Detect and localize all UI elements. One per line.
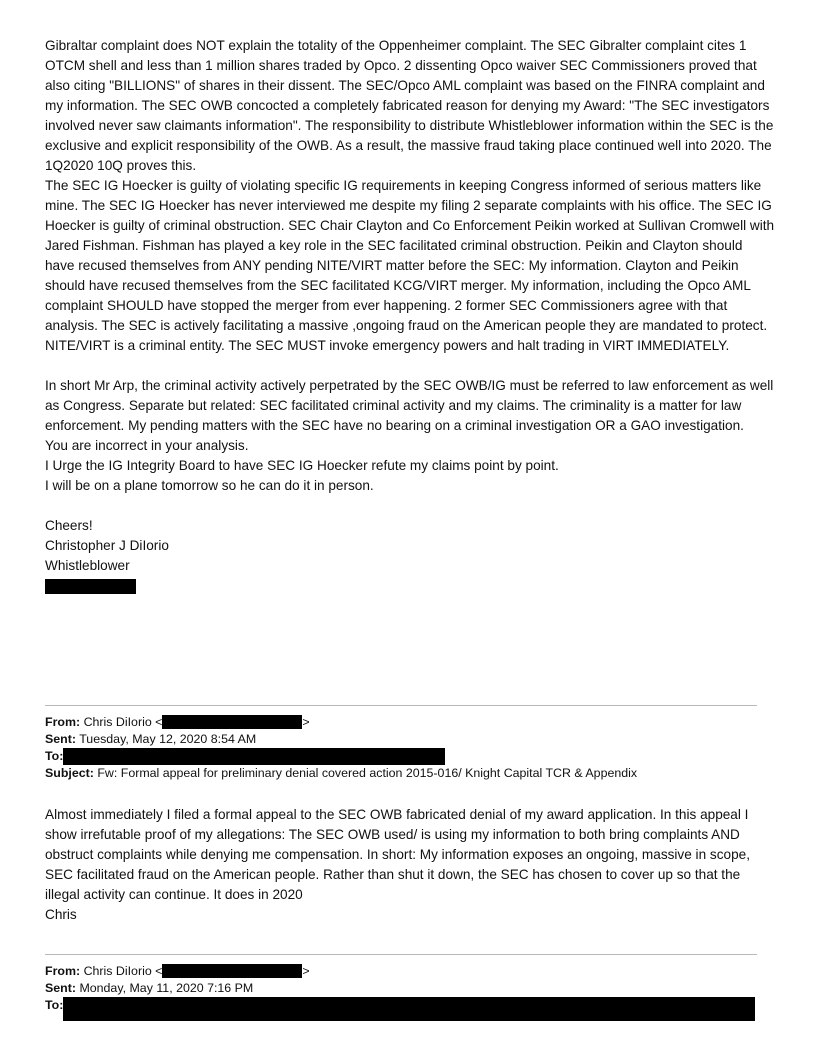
line-incorrect: You are incorrect in your analysis. [45,438,249,453]
divider-rule [45,705,757,706]
paragraph-in-short: In short Mr Arp, the criminal activity actively perpetrated by the SEC OWB/IG must be referred to law enforcement as well as Congress. Separate but related: SEC facilitated criminal activity and my claims. The criminality is a matter for law enforcement. My pending matters with the SEC have no bearing on a criminal investigation OR a GAO investigation. [45,378,774,433]
from-label: From: [45,715,81,729]
to-line [45,997,755,1014]
from-close: > [302,964,310,978]
subject-line [45,765,637,782]
to-label: To: [45,749,64,763]
line-urge: I Urge the IG Integrity Board to have SEC IG Hoecker refute my claims point by point. [45,458,559,473]
paragraph-ig-hoecker: The SEC IG Hoecker is guilty of violating specific IG requirements in keeping Congress informed of serious matters like mine. The SEC IG Hoecker has never interviewed me despite my filing 2 separate complaints with his office. The SEC IG Hoecker is guilty of criminal obstruction. SEC Chair Clayton and Co Enforcement Peikin worked at Sullivan Cromwell with Jared Fishman. Fishman has played a key role in the SEC facilitated criminal obstruction. Peikin and Clayton should have recused themselves from ANY pending NITE/VIRT matter before the SEC: My information. Clayton and Peikin should have recused themselves from the SEC facilitated KCG/VIRT merger. My information, including the Opco AML complaint SHOULD have stopped the merger from ever happening. 2 former SEC Commissioners agree with that analysis. The SEC is actively facilitating a massive ,ongoing fraud on the American people they are mandated to protect. NITE/VIRT is a criminal entity. The SEC MUST invoke emergency powers and halt trading in VIRT IMMEDIATELY. [45,178,775,353]
to-label: To: [45,998,64,1012]
paragraph-gibraltar: Gibraltar complaint does NOT explain the totality of the Oppenheimer complaint. The SEC Gibralter complaint cites 1 OTCM shell and less than 1 million shares traded by Opco. 2 dissenting Opco waiver SEC Commissioners proved that also citing "BILLIONS" of shares in their dissent. The SEC/Opco AML complaint was based on the FINRA complaint and my information. The SEC OWB concocted a completely fabricated reason for denying my Award: "The SEC investigators involved never saw claimants information". The responsibility to distribute Whistleblower information within the SEC is the exclusive and explicit responsibility of the OWB. As a result, the massive fraud taking place continued well into 2020. The 1Q2020 10Q proves this. [45,38,774,173]
subject-label: Subject: [45,766,94,780]
email-header [45,963,755,1014]
email-header [45,714,637,782]
signature-name: Christopher J DiIorio [45,538,169,553]
sent-line [45,731,637,748]
redaction-block [162,715,302,729]
from-line [45,963,755,980]
redaction-block [63,748,445,765]
from-label: From: [45,964,81,978]
signature-title: Whistleblower [45,558,130,573]
closing: Cheers! [45,518,93,533]
subject-value: Fw: Formal appeal for preliminary denial covered action 2015-016/ Knight Capital TCR & Appendix [97,766,638,780]
redaction-block [162,964,302,978]
sent-label: Sent: [45,732,76,746]
redaction-block [45,579,136,594]
email-body [45,805,770,925]
from-close: > [302,715,310,729]
sent-value: Tuesday, May 12, 2020 8:54 AM [79,732,257,746]
sent-label: Sent: [45,981,76,995]
line-plane: I will be on a plane tomorrow so he can do it in person. [45,478,374,493]
from-value: Chris DiIorio < [83,964,163,978]
redaction-block [63,997,755,1021]
email-sign: Chris [45,907,77,922]
from-value: Chris DiIorio < [83,715,163,729]
to-line [45,748,637,765]
sent-line [45,980,755,997]
appeal-paragraph: Almost immediately I filed a formal appeal to the SEC OWB fabricated denial of my award application. In this appeal I show irrefutable proof of my allegations: The SEC OWB used/ is using my information to both bring complaints AND obstruct complaints while denying me compensation. In short: My information exposes an ongoing, massive in scope, SEC facilitated fraud on the American people. Rather than shut it down, the SEC has chosen to cover up so that the illegal activity can continue. It does in 2020 [45,807,750,902]
divider-rule [45,954,757,955]
sent-value: Monday, May 11, 2020 7:16 PM [79,981,254,995]
letter-body [45,36,775,594]
from-line [45,714,637,731]
